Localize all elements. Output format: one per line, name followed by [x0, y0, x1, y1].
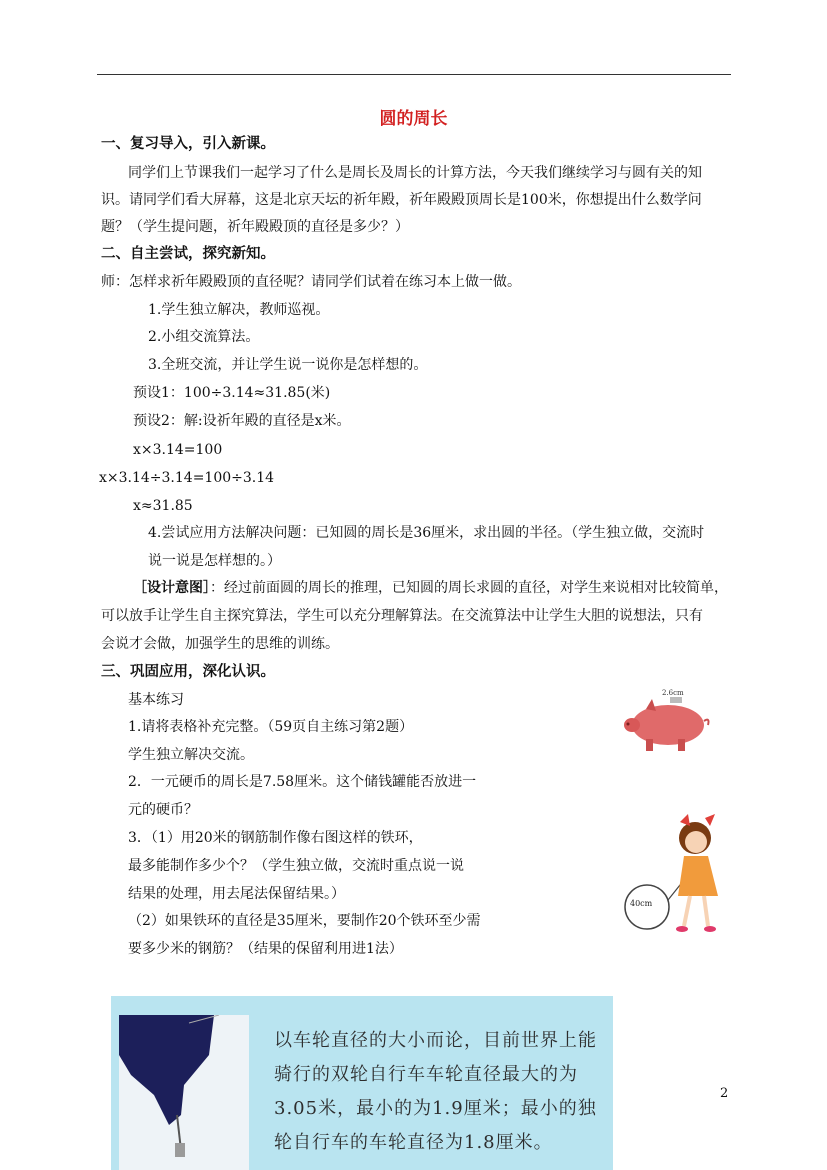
info-panel-text: 以车轮直径的大小而论，目前世界上能骑行的双轮自行车车轮直径最大的为3.05米，最小的为1.9厘米；最小的独轮自行车的车轮直径为1.8厘米。: [274, 1030, 597, 1153]
header-rule: [97, 74, 731, 75]
design-intent-line1: [133, 578, 728, 598]
section1-paragraph-line3: 题？（学生提问题，祈年殿殿顶的直径是多少？）: [101, 219, 409, 235]
question-3-line2: 最多能制作多少个？（学生独立做，交流时重点说一说: [128, 858, 464, 874]
step-3: 3.全班交流，并让学生说一说你是怎样想的。: [148, 357, 428, 373]
design-intent-line3: 会说才会做，加强学生的思维的训练。: [101, 636, 339, 652]
equation-2: x×3.14÷3.14=100÷3.14: [99, 470, 275, 486]
section1-paragraph-line1: 同学们上节课我们一起学习了什么是周长及周长的计算方法，今天我们继续学习与圆有关的知: [128, 165, 702, 181]
section1-heading: 一、复习导入，引入新课。: [101, 135, 275, 152]
question-3-line5: 要多少米的钢筋？（结果的保留利用进1法）: [128, 941, 403, 957]
question-2-line2: 元的硬币？: [128, 802, 198, 818]
section1-paragraph-line2: 识。请同学们看大屏幕，这是北京天坛的祈年殿，祈年殿殿顶周长是100米，你想提出什么数学问: [101, 192, 702, 208]
page-number: 2: [720, 1086, 729, 1101]
design-intent-label: ［设计意图］: [133, 580, 210, 596]
design-intent-text: ：经过前面圆的周长的推理，已知圆的周长求圆的直径，对学生来说相对比较简单，: [210, 580, 728, 596]
question-3-line1: 3．（1）用20米的钢筋制作像右图这样的铁环，: [128, 830, 423, 846]
question-1: 1.请将表格补充完整。（59页自主练习第2题）: [128, 719, 414, 735]
teacher-question: 师：怎样求祈年殿殿顶的直径呢？请同学们试着在练习本上做一做。: [101, 274, 521, 290]
step-4-line2: 说一说是怎样想的。）: [148, 553, 281, 569]
preset-2: 预设2：解:设祈年殿的直径是x米。: [133, 413, 351, 429]
question-2-line1: 2．一元硬币的周长是7.58厘米。这个储钱罐能否放进一: [128, 774, 477, 790]
basic-practice-label: 基本练习: [128, 692, 184, 708]
question-1-note: 学生独立解决交流。: [128, 747, 254, 763]
girl-with-hoop-image: [600, 808, 730, 938]
question-3-line3: 结果的处理，用去尾法保留结果。）: [128, 886, 345, 902]
preset-1: 预设1：100÷3.14≈31.85(米): [133, 385, 331, 401]
step-4-line1: 4.尝试应用方法解决问题：已知圆的周长是36厘米，求出圆的半径。（学生独立做，交流时: [148, 525, 705, 541]
piggy-bank-label: 2.6cm: [662, 689, 684, 697]
step-2: 2.小组交流算法。: [148, 329, 260, 345]
design-intent-line2: 可以放手让学生自主探究算法，学生可以充分理解算法。在交流算法中让学生大胆的说想法，只有: [101, 608, 703, 624]
hoop-label: 40cm: [630, 899, 653, 908]
page-title: 圆的周长: [379, 109, 448, 129]
question-3-line4: （2）如果铁环的直径是35厘米，要制作20个铁环至少需: [128, 913, 481, 929]
section3-heading: 三、巩固应用，深化认识。: [101, 663, 275, 680]
unicycle-photo: [119, 1015, 249, 1170]
equation-3: x≈31.85: [133, 498, 193, 514]
section2-heading: 二、自主尝试，探究新知。: [101, 245, 275, 262]
step-1: 1.学生独立解决，教师巡视。: [148, 302, 330, 318]
piggy-bank-image: [618, 685, 713, 753]
equation-1: x×3.14=100: [133, 442, 223, 458]
